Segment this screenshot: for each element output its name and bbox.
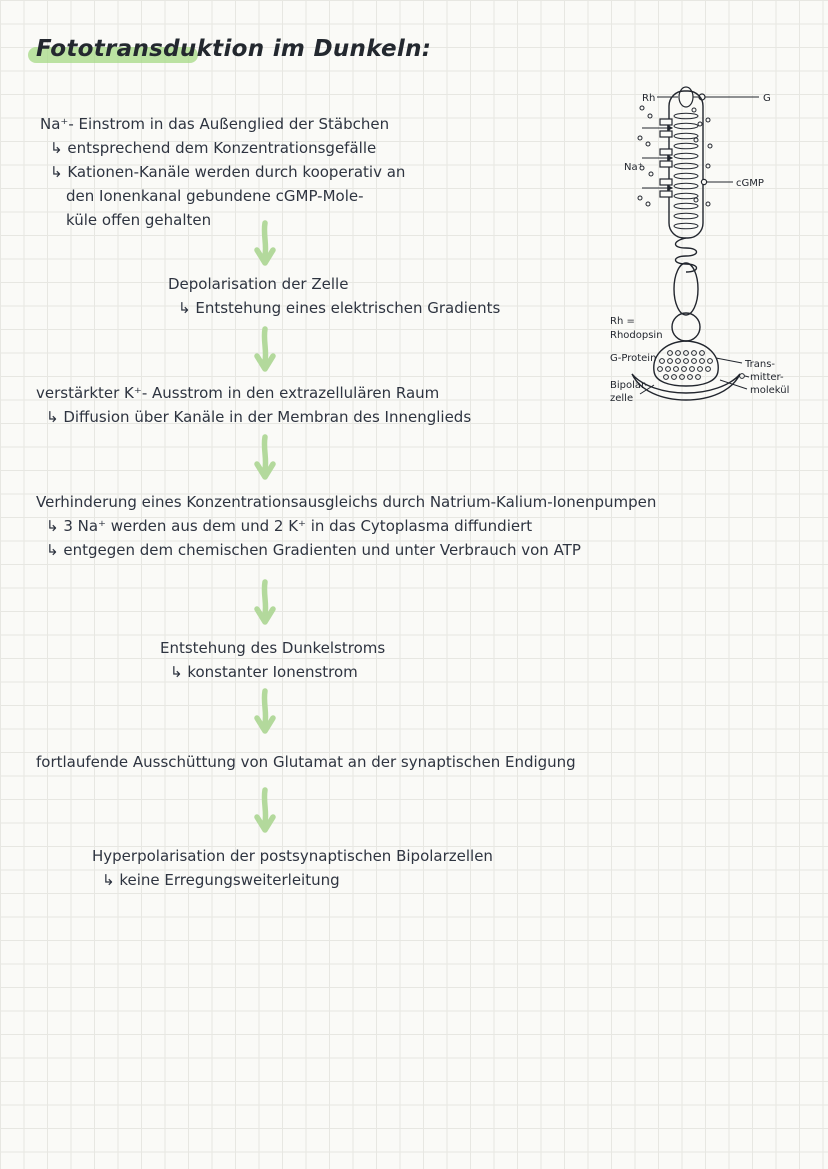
diagram-label-bipolar-1: Bipolar- bbox=[610, 380, 649, 391]
bipolar-cell-cup bbox=[632, 374, 740, 400]
down-arrow-icon bbox=[250, 325, 280, 375]
diagram-label-na: Na⁺ bbox=[624, 162, 643, 173]
rod-cell-diagram bbox=[596, 80, 821, 425]
flow-step-2 bbox=[168, 272, 500, 320]
connecting-cilium bbox=[676, 238, 697, 272]
note-line: Depolarisation der Zelle bbox=[168, 275, 349, 293]
cgmp-molecule bbox=[701, 179, 706, 184]
page-title bbox=[36, 36, 431, 62]
down-arrow-icon bbox=[250, 786, 280, 836]
down-arrow-icon bbox=[250, 578, 280, 628]
diagram-label-transmitter-1: Trans- bbox=[745, 359, 776, 370]
down-arrow-icon bbox=[250, 687, 280, 737]
diagram-legend-g-protein: G-Protein bbox=[610, 353, 657, 364]
diagram-label-transmitter-2: mitter- bbox=[750, 372, 784, 383]
flow-step-3 bbox=[36, 381, 471, 429]
note-line: ↳ entsprechend dem Konzentrationsgefälle bbox=[50, 139, 377, 157]
note-line: ↳ Kationen-Kanäle werden durch kooperativ an bbox=[50, 163, 406, 181]
transmitter-vesicles bbox=[658, 351, 713, 380]
diagram-label-cgmp: cGMP bbox=[736, 178, 764, 189]
note-line: Entstehung des Dunkelstroms bbox=[160, 639, 386, 657]
note-line: ↳ entgegen dem chemischen Gradienten und unter Verbrauch von ATP bbox=[46, 541, 581, 559]
down-arrow-icon bbox=[250, 433, 280, 483]
diagram-label-g: G bbox=[763, 93, 771, 104]
membrane-discs bbox=[674, 113, 698, 229]
note-line: verstärkter K⁺- Ausstrom in den extrazellulären Raum bbox=[36, 384, 440, 402]
flow-step-1 bbox=[40, 112, 405, 232]
rhodopsin-molecule bbox=[679, 87, 693, 107]
flow-step-7 bbox=[92, 844, 493, 892]
ion-dots bbox=[638, 106, 712, 206]
nucleus bbox=[672, 313, 700, 341]
cation-channels bbox=[642, 119, 672, 197]
note-line: Hyperpolarisation der postsynaptischen Bipolarzellen bbox=[92, 847, 493, 865]
diagram-label-rh: Rh bbox=[642, 93, 656, 104]
note-line: Verhinderung eines Konzentrationsausgleichs durch Natrium-Kalium-Ionenpumpen bbox=[36, 493, 657, 511]
inner-segment bbox=[674, 263, 698, 315]
note-line: Na⁺- Einstrom in das Außenglied der Stäbchen bbox=[40, 115, 390, 133]
note-line: ↳ Diffusion über Kanäle in der Membran des Innenglieds bbox=[46, 408, 472, 426]
note-line: den Ionenkanal gebundene cGMP-Mole- bbox=[66, 187, 364, 205]
note-line: ↳ 3 Na⁺ werden aus dem und 2 K⁺ in das Cytoplasma diffundiert bbox=[46, 517, 533, 535]
down-arrow-icon bbox=[250, 219, 280, 269]
note-line: ↳ keine Erregungsweiterleitung bbox=[102, 871, 340, 889]
note-line: ↳ konstanter Ionenstrom bbox=[170, 663, 358, 681]
flow-step-4 bbox=[36, 490, 656, 562]
diagram-legend-rh-1: Rh = bbox=[610, 316, 635, 327]
note-line: küle offen gehalten bbox=[66, 211, 212, 229]
page-title-text: Fototransduktion im Dunkeln: bbox=[36, 36, 432, 62]
diagram-legend-rh-2: Rhodopsin bbox=[610, 330, 663, 341]
diagram-label-transmitter-3: molekül bbox=[750, 385, 790, 396]
note-line: ↳ Entstehung eines elektrischen Gradients bbox=[178, 299, 501, 317]
flow-step-5 bbox=[160, 636, 385, 684]
diagram-label-bipolar-2: zelle bbox=[610, 393, 634, 404]
flow-step-6 bbox=[36, 750, 576, 774]
note-line: fortlaufende Ausschüttung von Glutamat an der synaptischen Endigung bbox=[36, 753, 576, 771]
